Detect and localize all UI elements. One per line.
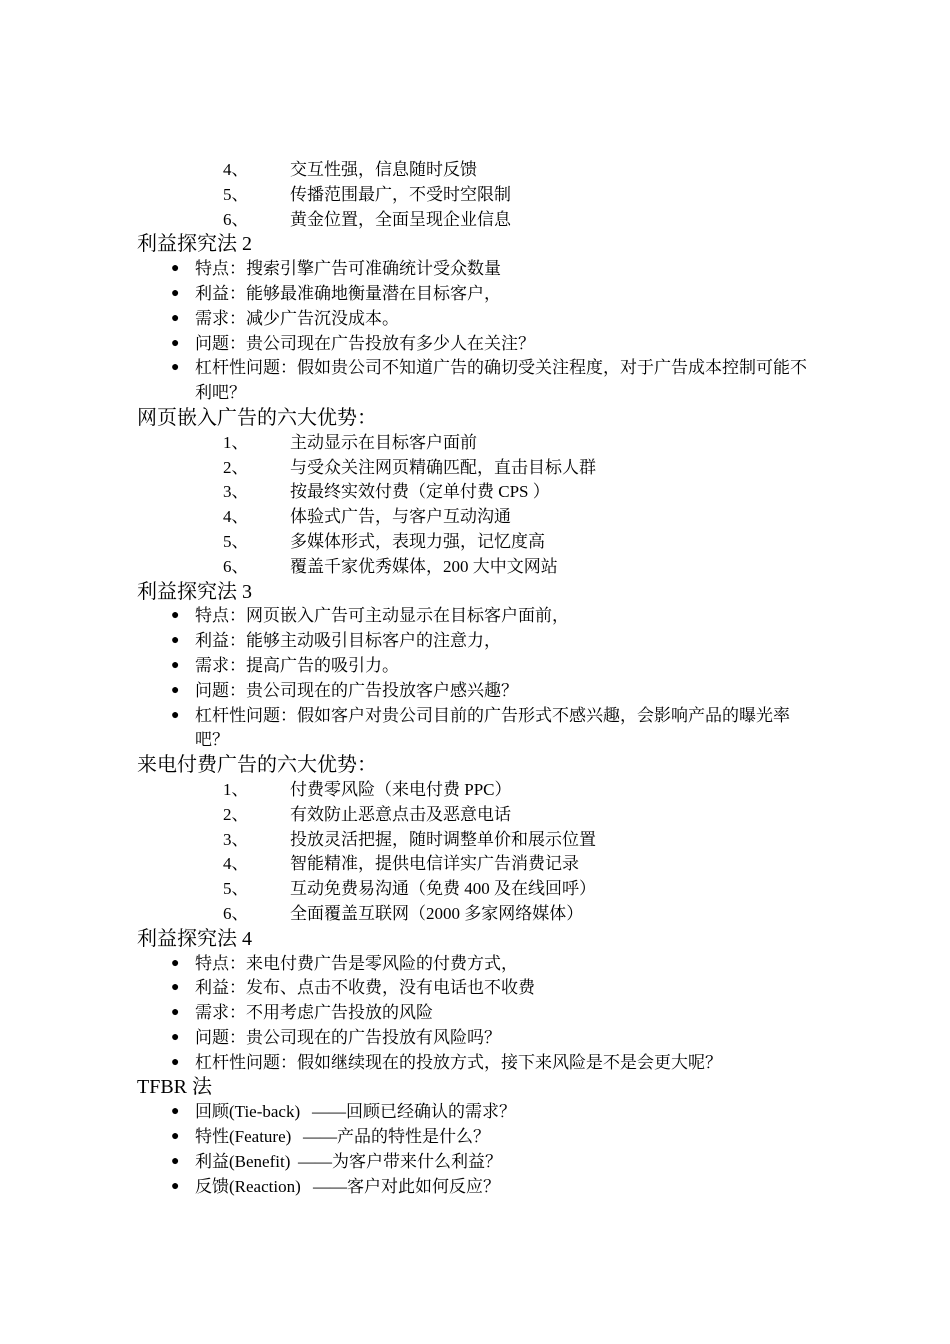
list-item-text: 有效防止恶意点击及恶意电话 [290,804,511,824]
list-item [137,456,817,481]
list-item-text: 问题：贵公司现在广告投放有多少人在关注？ [195,333,535,353]
list-item [137,257,817,282]
bullet-icon: ● [171,1104,180,1120]
bullet-icon: ● [171,1153,180,1169]
bullet-icon: ● [171,980,180,996]
section-heading: TFBR 法 [137,1076,213,1099]
tfbr-term: 特性(Feature) [195,1127,292,1147]
list-item [137,679,817,704]
list-item [137,803,817,828]
list-item [137,480,817,505]
list-item [137,629,817,654]
list-item-text: 全面覆盖互联网（2000 多家网络媒体） [290,903,584,923]
list-item-text: 付费零风险（来电付费 PPC） [290,779,512,799]
section-heading: 利益探究法 3 [137,580,252,603]
tfbr-description: ——为客户带来什么利益？ [298,1151,502,1171]
list-item [137,208,817,233]
list-item-text: 互动免费易沟通（免费 400 及在线回呼） [290,879,596,899]
list-item-text: 体验式广告，与客户互动沟通 [290,507,511,527]
list-number: 2、 [223,804,249,824]
document-content [137,158,817,1199]
tfbr-term: 回顾(Tie-back) [195,1102,301,1122]
list-number: 5、 [223,879,249,899]
list-item [137,1175,817,1200]
numbered-list [137,158,817,232]
list-item-text: 多媒体形式，表现力强，记忆度高 [290,531,545,551]
section-heading: 网页嵌入广告的六大优势： [137,406,377,429]
section-heading: 利益探究法 2 [137,233,252,256]
list-item [137,282,817,307]
tfbr-term: 利益(Benefit) [195,1151,291,1171]
list-item [137,307,817,332]
list-item [137,902,817,927]
list-item-text: 特点：来电付费广告是零风险的付费方式， [195,953,518,973]
list-item-text: 特点：网页嵌入广告可主动显示在目标客户面前， [195,606,569,626]
list-item [137,976,817,1001]
list-item-text: 需求：提高广告的吸引力。 [195,655,399,675]
list-item-text: 特点：搜索引擎广告可准确统计受众数量 [195,259,501,279]
list-item-text: 需求：不用考虑广告投放的风险 [195,1003,433,1023]
list-item-text: 按最终实效付费（定单付费 CPS ） [290,482,550,502]
list-item-text: 主动显示在目标客户面前 [290,432,477,452]
bullet-icon: ● [171,1129,180,1145]
bullet-icon: ● [171,1178,180,1194]
tfbr-description: ——产品的特性是什么？ [303,1127,490,1147]
bullet-icon: ● [171,1029,180,1045]
bullet-icon: ● [171,261,180,277]
list-number: 6、 [223,556,249,576]
list-number: 2、 [223,457,249,477]
list-item [137,1100,817,1125]
list-number: 6、 [223,209,249,229]
list-item-text: 黄金位置，全面呈现企业信息 [290,209,511,229]
list-item-text: 需求：减少广告沉没成本。 [195,308,399,328]
list-item [137,1125,817,1150]
list-item-text: 与受众关注网页精确匹配，直击目标人群 [290,457,596,477]
list-number: 3、 [223,482,249,502]
list-item [137,778,817,803]
tfbr-list [137,1100,817,1199]
list-item [137,852,817,877]
list-number: 1、 [223,432,249,452]
bullet-icon: ● [171,1054,180,1070]
tfbr-description: ——客户对此如何反应？ [313,1176,500,1196]
numbered-list [137,778,817,927]
list-item [137,530,817,555]
list-number: 4、 [223,160,249,179]
tfbr-description: ——回顾已经确认的需求？ [312,1102,516,1122]
list-item [137,604,817,629]
bullet-icon: ● [171,682,180,698]
list-number: 5、 [223,184,249,204]
bullet-icon: ● [171,360,180,376]
bullet-icon: ● [171,285,180,301]
list-item-text: 传播范围最广，不受时空限制 [290,184,511,204]
list-number: 4、 [223,854,249,874]
list-item [137,1026,817,1051]
list-item [137,828,817,853]
section-heading: 来电付费广告的六大优势： [137,754,377,777]
list-item-text: 杠杆性问题：假如客户对贵公司目前的广告形式不感兴趣，会影响产品的曝光率吧？ [195,705,790,750]
bullet-icon: ● [171,1005,180,1021]
list-item [137,877,817,902]
list-item [137,505,817,530]
list-number: 5、 [223,531,249,551]
list-item [137,1051,817,1076]
bullet-icon: ● [171,633,180,649]
list-item [137,1001,817,1026]
tfbr-term: 反馈(Reaction) [195,1176,301,1196]
list-item-text: 利益：能够主动吸引目标客户的注意力， [195,631,501,651]
list-item-text: 覆盖千家优秀媒体，200 大中文网站 [290,556,558,576]
section-heading: 利益探究法 4 [137,927,252,950]
list-item [137,654,817,679]
bullet-icon: ● [171,608,180,624]
list-number: 1、 [223,779,249,799]
list-number: 4、 [223,507,249,527]
list-item-text: 交互性强，信息随时反馈 [290,160,477,179]
bullet-icon: ● [171,707,180,723]
list-item-text: 问题：贵公司现在的广告投放有风险吗？ [195,1027,501,1047]
list-item-text: 问题：贵公司现在的广告投放客户感兴趣？ [195,680,518,700]
bullet-icon: ● [171,310,180,326]
list-item-text: 杠杆性问题：假如贵公司不知道广告的确切受关注程度，对于广告成本控制可能不利吧？ [195,358,807,403]
bullet-icon: ● [171,955,180,971]
list-item [137,356,817,406]
list-item [137,431,817,456]
list-item [137,183,817,208]
list-number: 6、 [223,903,249,923]
list-item [137,555,817,580]
bullet-list [137,257,817,406]
list-item [137,158,817,183]
list-item-text: 利益：能够最准确地衡量潜在目标客户， [195,283,501,303]
list-item [137,1150,817,1175]
list-item-text: 利益：发布、点击不收费，没有电话也不收费 [195,978,535,998]
list-item-text: 智能精准，提供电信详实广告消费记录 [290,854,579,874]
list-item-text: 杠杆性问题：假如继续现在的投放方式，接下来风险是不是会更大呢？ [195,1052,722,1072]
bullet-icon: ● [171,657,180,673]
numbered-list [137,431,817,580]
bullet-list [137,952,817,1076]
list-item [137,704,817,754]
list-item [137,332,817,357]
bullet-icon: ● [171,335,180,351]
list-item [137,952,817,977]
list-item-text: 投放灵活把握，随时调整单价和展示位置 [290,829,596,849]
bullet-list [137,604,817,753]
list-number: 3、 [223,829,249,849]
